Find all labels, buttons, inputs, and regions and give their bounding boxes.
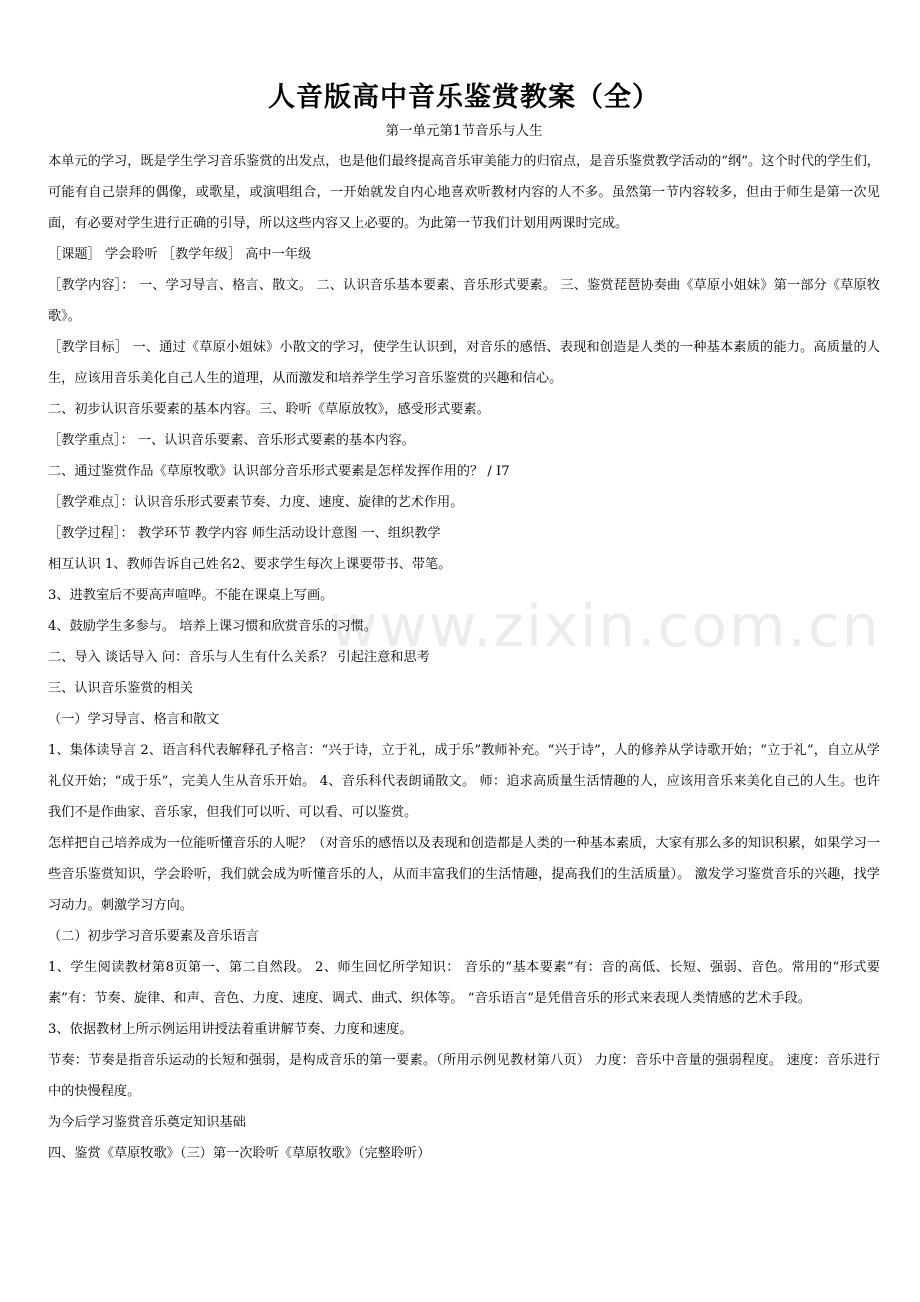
paragraph-question: 怎样把自己培养成为一位能听懂音乐的人呢？（对音乐的感悟以及表现和创造都是人类的一种基本素质，大家有那么多的知识积累，如果学习一些音乐鉴赏知识，学会聆听，我们就会成为听懂音乐的人，从而丰富我们的生活情趣，提高我们的生活质量）。 激发学习鉴赏音乐的兴趣，找学习动力。刺激学习方向。	[48, 836, 880, 913]
paragraph-content: ［教学内容］： 一、学习导言、格言、散文。 二、认识音乐基本要素、音乐形式要素。 三、鉴赏琵琶协奏曲《草原小姐妹》第一部分《草原牧歌》。	[48, 278, 880, 324]
subsection-heading-1: （一）学习导言、格言和散文	[48, 712, 220, 727]
document-subtitle: 第一单元第1节音乐与人生	[385, 123, 543, 139]
paragraph-rule-4: 4、鼓励学生多参与。 培养上课习惯和欣赏音乐的习惯。	[48, 619, 378, 634]
section-heading-4: 四、鉴赏《草原牧歌》（三）第一次聆听《草原牧歌》（完整聆听）	[48, 1146, 431, 1161]
paragraph-foundation: 为今后学习鉴赏音乐奠定知识基础	[48, 1115, 246, 1130]
paragraph-key-points-2: 二、通过鉴赏作品《草原牧歌》认识部分音乐形式要素是怎样发挥作用的？ / I7	[48, 464, 510, 479]
paragraph-intro: 本单元的学习，既是学生学习音乐鉴赏的出发点，也是他们最终提高音乐审美能力的归宿点，是音乐鉴赏教学活动的“纲”。这个时代的学生们，可能有自己崇拜的偶像，或歌星，或演唱组合，一开始就发自内心地喜欢听教材内容的人不多。虽然第一节内容较多，但由于师生是第一次见面，有必要对学生进行正确的引导，所以这些内容又上必要的。为此第一节我们计划用两课时完成。	[48, 154, 880, 231]
paragraph-goals-2: 二、初步认识音乐要素的基本内容。三、聆听《草原放牧》，感受形式要素。	[48, 402, 490, 417]
section-heading-3: 三、认识音乐鉴赏的相关	[48, 681, 194, 696]
paragraph-introductions: 相互认识 1、教师告诉自己姓名2、要求学生每次上课要带书、带笔。	[48, 557, 452, 572]
paragraph-process: ［教学过程］： 教学环节 教学内容 师生活动设计意图 一、组织教学	[48, 526, 441, 541]
paragraph-rhythm: 节奏：节奏是指音乐运动的长短和强弱，是构成音乐的第一要素。（所用示例见教材第八页） 力度：音乐中音量的强弱程度。 速度：音乐进行中的快慢程度。	[48, 1053, 880, 1099]
paragraph-reading: 1、集体读导言 2、语言科代表解释孔子格言：“兴于诗，立于礼，成于乐”教师补充。“兴于诗”，人的修养从学诗歌开始；“立于礼”，自立从学礼仪开始；“成于乐”，完美人生从音乐开始。 4、音乐科代表朗诵散文。 师：追求高质量生活情趣的人，应该用音乐来美化自己的人生。也许我们不是作曲家、音乐家，但我们可以听、可以看、可以鉴赏。	[48, 743, 880, 820]
paragraph-goals: ［教学目标］ 一、通过《草原小姐妹》小散文的学习，使学生认识到，对音乐的感悟、表现和创造是人类的一种基本素质的能力。高质量的人生，应该用音乐美化自己人生的道理，从而激发和培养学生学习音乐鉴赏的兴趣和信心。	[48, 340, 880, 386]
document-title: 人音版高中音乐鉴赏教案（全）	[268, 82, 660, 113]
paragraph-lead-in: 二、导入 谈话导入 问：音乐与人生有什么关系？ 引起注意和思考	[48, 650, 430, 665]
paragraph-rule-3: 3、进教室后不要高声喧哗。不能在课桌上写画。	[48, 588, 334, 603]
paragraph-teaching-method: 3、依据教材上所示例运用讲授法着重讲解节奏、力度和速度。	[48, 1022, 413, 1037]
subsection-heading-2: （二）初步学习音乐要素及音乐语言	[48, 929, 259, 944]
document-page	[48, 78, 880, 1169]
paragraph-difficulties: ［教学难点］：认识音乐形式要素节奏、力度、速度、旋律的艺术作用。	[48, 495, 464, 510]
paragraph-topic: ［课题］ 学会聆听 ［教学年级］ 高中一年级	[48, 247, 312, 262]
watermark: www.zixin.com.cn	[330, 592, 881, 660]
paragraph-key-points: ［教学重点］： 一、认识音乐要素、音乐形式要素的基本内容。	[48, 433, 415, 448]
paragraph-elements: 1、学生阅读教材第8页第一、第二自然段。 2、师生回忆所学知识： 音乐的“基本要素”有：音的高低、长短、强弱、音色。常用的“形式要素”有：节奏、旋律、和声、音色、力度、速度、调式、曲式、织体等。 “音乐语言”是凭借音乐的形式来表现人类情感的艺术手段。	[48, 960, 880, 1006]
